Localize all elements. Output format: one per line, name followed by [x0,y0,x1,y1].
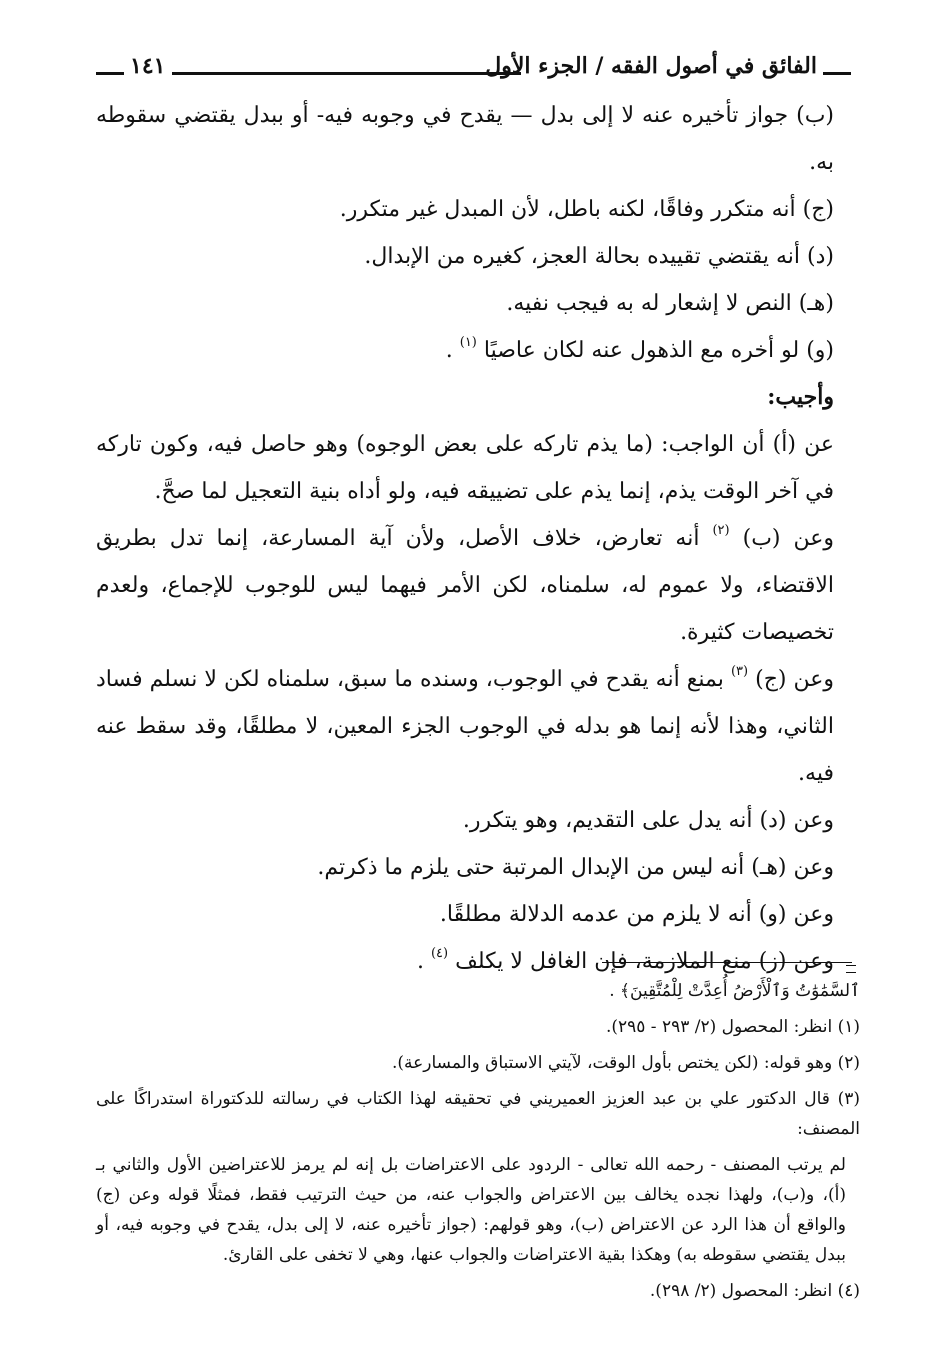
main-text [96,92,860,985]
running-title: الفائق في أصول الفقه / الجزء الأول [485,53,817,79]
objection-d: (د) أنه يقتضي تقييده بحالة العجز، كغيره من الإبدال. [364,244,834,269]
footnote-marker-2[interactable]: (٢) [712,522,730,538]
page-header [96,50,851,86]
footnote-separator [602,962,852,963]
footnote-4: (٤) انظر: المحصول (٢/ ٢٩٨). [649,1281,860,1301]
answer-j [96,656,860,797]
objection-b: (ب) جواز تأخيره عنه لا إلى بدل — يقدح في وجوبه فيه- أو ببدل يقتضي سقوطه به. [96,103,834,175]
header-rule-middle [172,72,521,75]
answer-b-lead: وعن (ب) [742,526,835,551]
answer-z-text: وعن (ز) منع الملازمة، فإن الغافل لا يكلف [455,949,834,974]
answer-b-text: أنه تعارض، خلاف الأصل، ولأن آية المسارعة، إنما تدل بطريق الاقتضاء، ولا عموم له، سلمناه، لكن الأمر فيهما ليس للوجوب للإجماع، ولعدم تخصيصات كثيرة. [96,526,834,645]
footnote-marker-1[interactable]: (١) [459,334,477,350]
header-rule-right [823,72,851,75]
header-rule-left [96,72,124,75]
answer-j-text: بمنع أنه يقدح في الوجوب، وسنده ما سبق، سلمناه لكن لا نسلم فساد الثاني، وهذا لأنه إنما هو بدله في الوجوب الجزء المعين، لا مطلقًا، وقد سقط عنه فيه. [96,667,834,786]
answers-heading: وأجيب: [767,384,834,410]
objection-j: (ج) أنه متكرر وفاقًا، لكنه باطل، لأن المبدل غير متكرر. [339,197,834,222]
footnote-3: (٣) قال الدكتور علي بن عبد العزيز العميريني في تحقيقه لهذا الكتاب في رسالته للدكتوراة استدراكًا على المصنف: [96,1089,860,1139]
footnote-2: (٢) وهو قوله: (لكن يختص بأول الوقت، لآيتي الاستباق والمسارعة). [391,1053,860,1073]
footnote-continuation-mark [846,965,856,973]
footnote-3-body: لم يرتب المصنف - رحمه الله تعالى - الردود على الاعتراضات بل إنه لم يرمز للاعتراضين الأول والثاني بـ (أ)، و(ب)، ولهذا نجده يخالف بين الاعتراض والجواب عنه، من حيث الترتيب فقط، فمثلًا قوله وعن (ج) والواقع أن هذا الرد عن الاعتراض (ب)، وهو قولهم: (جواز تأخيره عنه، لا إلى بدل، يقدح في وجوبه فيه، أو ببدل يقتضي سقوطه به) وهكذا بقية الاعتراضات والجواب عنها، وهي لا تخفى على القارئ. [96,1155,846,1265]
footnote-continuation: ٱلسَّمَٰوَٰتُ وَٱلْأَرْضُ أُعِدَّتْ لِلْمُتَّقِينَ﴾ . [609,981,860,1001]
objection-w [96,327,860,374]
footnote-marker-4[interactable]: (٤) [430,945,449,961]
answer-h: وعن (هـ) أنه ليس من الإبدال المرتبة حتى يلزم ما ذكرتم. [317,855,834,880]
objection-w-end: . [445,338,453,363]
footnote-marker-3[interactable]: (٣) [730,663,749,679]
answer-z-end: . [416,949,424,974]
objection-h: (هـ) النص لا إشعار له به فيجب نفيه. [506,291,834,316]
answer-b [96,515,860,656]
page-number: ١٤١ [130,53,166,79]
objection-w-text: (و) لو أخره مع الذهول عنه لكان عاصيًا [483,338,834,363]
footnotes [96,976,860,1306]
answer-w: وعن (و) أنه لا يلزم من عدمه الدلالة مطلقًا. [439,902,834,927]
answer-d: وعن (د) أنه يدل على التقديم، وهو يتكرر. [462,808,834,833]
footnote-1: (١) انظر: المحصول (٢/ ٢٩٣ - ٢٩٥). [605,1017,860,1037]
answer-j-lead: وعن (ج) [755,667,835,692]
answer-a: عن (أ) أن الواجب: (ما يذم تاركه على بعض الوجوه) وهو حاصل فيه، وكون تاركه في آخر الوقت يذم، إنما يذم على تضييقه فيه، ولو أداه بنية التعجيل لما صحَّ. [96,432,834,504]
